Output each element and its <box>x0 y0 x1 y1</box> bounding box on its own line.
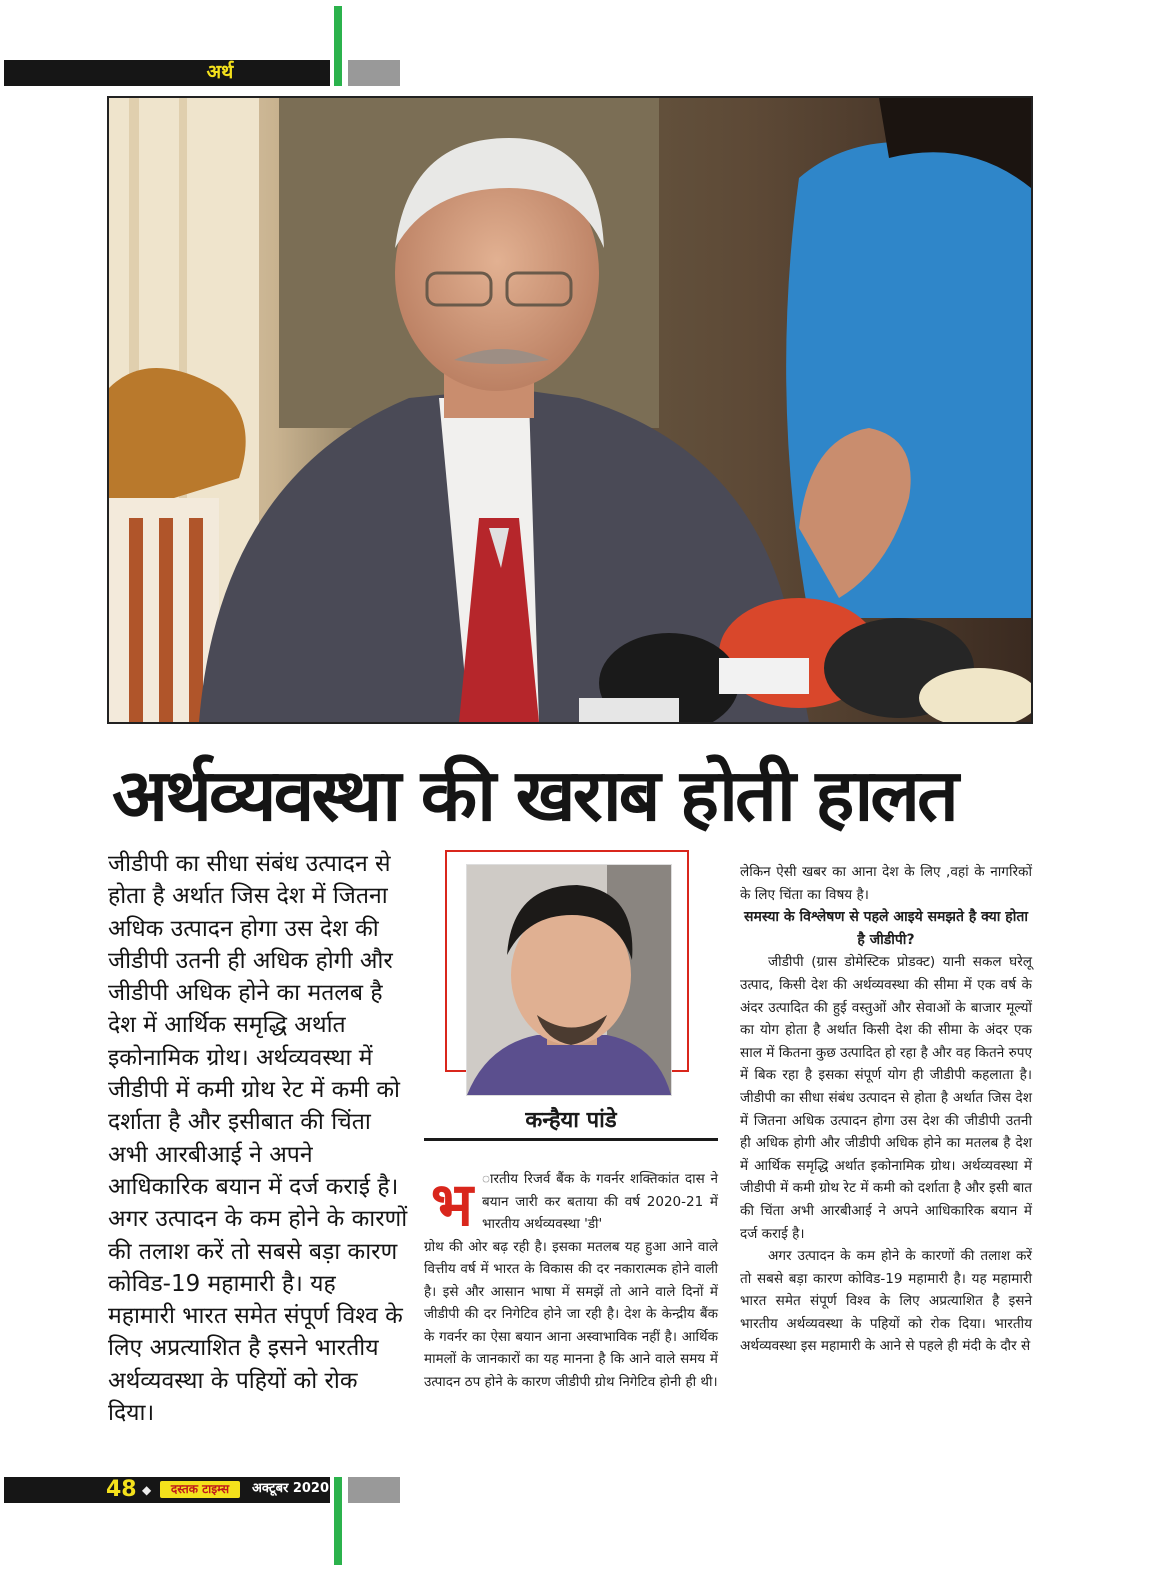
issue-date: अक्टूबर 2020 <box>252 1481 330 1496</box>
gray-accent-block <box>348 60 400 86</box>
author-photo <box>466 864 672 1096</box>
right-column-intro: लेकिन ऐसी खबर का आना देश के लिए ,वहां के नागरिकों के लिए चिंता का विषय है। <box>740 864 1032 903</box>
diamond-icon: ◆ <box>142 1483 152 1497</box>
author-divider <box>424 1138 718 1141</box>
middle-column-text: ग्रोथ की ओर बढ़ रही है। इसका मतलब यह हुआ आने वाले वित्तीय वर्ष में भारत के विकास की दर नकारात्मक होने वाली है। इसे और आसान भाषा में समझें तो आने वाले दिनों में जीडीपी की दर निगेटिव होने जा रही है। देश के केन्द्रीय बैंक के गवर्नर का ऐसा बयान आना अस्वाभाविक नहीं है। आर्थिक मामलों के जानकारों का यह मानना है कि आने वाले समय में उत्पादन ठप होने के कारण जीडीपी ग्रोथ निगेटिव होनी ही थी। <box>424 1238 718 1390</box>
right-column-paragraph: अगर उत्पादन के कम होने के कारणों की तलाश करें तो सबसे बड़ा कारण कोविड-19 महामारी है। यह महामारी भारत समेत संपूर्ण विश्व के लिए अप्रत्याशित है इसने भारतीय अर्थव्यवस्था के पहियों को रोक दिया। भारतीय अर्थव्यवस्था इस महामारी के आने से पहले ही मंदी के दौर से <box>740 1248 1032 1355</box>
right-column-subheading: समस्या के विश्लेषण से पहले आइये समझते है क्या होता है जीडीपी? <box>744 909 1028 948</box>
magazine-logo: दस्तक टाइम्स <box>160 1481 240 1498</box>
page-number: 48 <box>106 1477 137 1502</box>
middle-column-opening: ारतीय रिजर्व बैंक के गवर्नर शक्तिकांत दास ने बयान जारी कर बताया की वर्ष 2020-21 में भारतीय अर्थव्यवस्था 'डी' <box>482 1171 718 1232</box>
green-accent-stripe <box>334 1477 342 1565</box>
green-accent-stripe <box>334 6 342 86</box>
section-bar <box>4 60 330 86</box>
gray-accent-block <box>348 1477 400 1503</box>
middle-column <box>424 1168 718 1393</box>
left-column-text: जीडीपी का सीधा संबंध उत्पादन से होता है अर्थात जिस देश में जितना अधिक उत्पादन होगा उस देश की जीडीपी उतनी ही अधिक होगी और जीडीपी अधिक होने का मतलब है देश में आर्थिक समृद्धि अर्थात इकोनामिक ग्रोथ। अर्थव्यवस्था में जीडीपी में कमी ग्रोथ रेट में कमी को दर्शाता है और इसीबात की चिंता अभी आरबीआई ने अपने आधिकारिक बयान में दर्ज कराई है। अगर उत्पादन के कम होने के कारणों की तलाश करें तो सबसे बड़ा कारण कोविड-19 महामारी है। यह महामारी भारत समेत संपूर्ण विश्व के लिए अप्रत्याशित है इसने भारतीय अर्थव्यवस्था के पहियों को रोक दिया। <box>108 851 408 1427</box>
author-name: कन्हैया पांडे <box>525 1108 617 1133</box>
section-label: अर्थ <box>206 61 234 83</box>
right-column <box>740 861 1032 1358</box>
headline: अर्थव्यवस्था की खराब होती हालत <box>112 753 956 837</box>
main-photo <box>107 96 1033 724</box>
right-column-paragraph: जीडीपी (ग्रास डोमेस्टिक प्रोडक्ट) यानी सकल घरेलू उत्पाद, किसी देश की अर्थव्यवस्था की सीमा में एक वर्ष के अंदर उत्पादित की हुई वस्तुओं और सेवाओं के बाजार मूल्यों का योग होता है अर्थात किसी देश की सीमा के अंदर एक साल में कितना कुछ उत्पादित हो रहा है और वह कितने रुपए में बिक रहा है इसका संपूर्ण योग ही जीडीपी कहलाता है। जीडीपी का सीधा संबंध उत्पादन से होता है अर्थात जिस देश में जितना अधिक उत्पादन होगा उस देश की जीडीपी उतनी ही अधिक होगी और जीडीपी अधिक होने का मतलब है देश में आर्थिक समृद्धि अर्थात इकोनामिक ग्रोथ। अर्थव्यवस्था में जीडीपी में कमी ग्रोथ रेट में कमी को दर्शाता है और इसी बात की चिंता अभी आरबीआई ने अपने आधिकारिक बयान में दर्ज कराई है। <box>740 954 1032 1242</box>
drop-cap: भ <box>430 1170 474 1240</box>
